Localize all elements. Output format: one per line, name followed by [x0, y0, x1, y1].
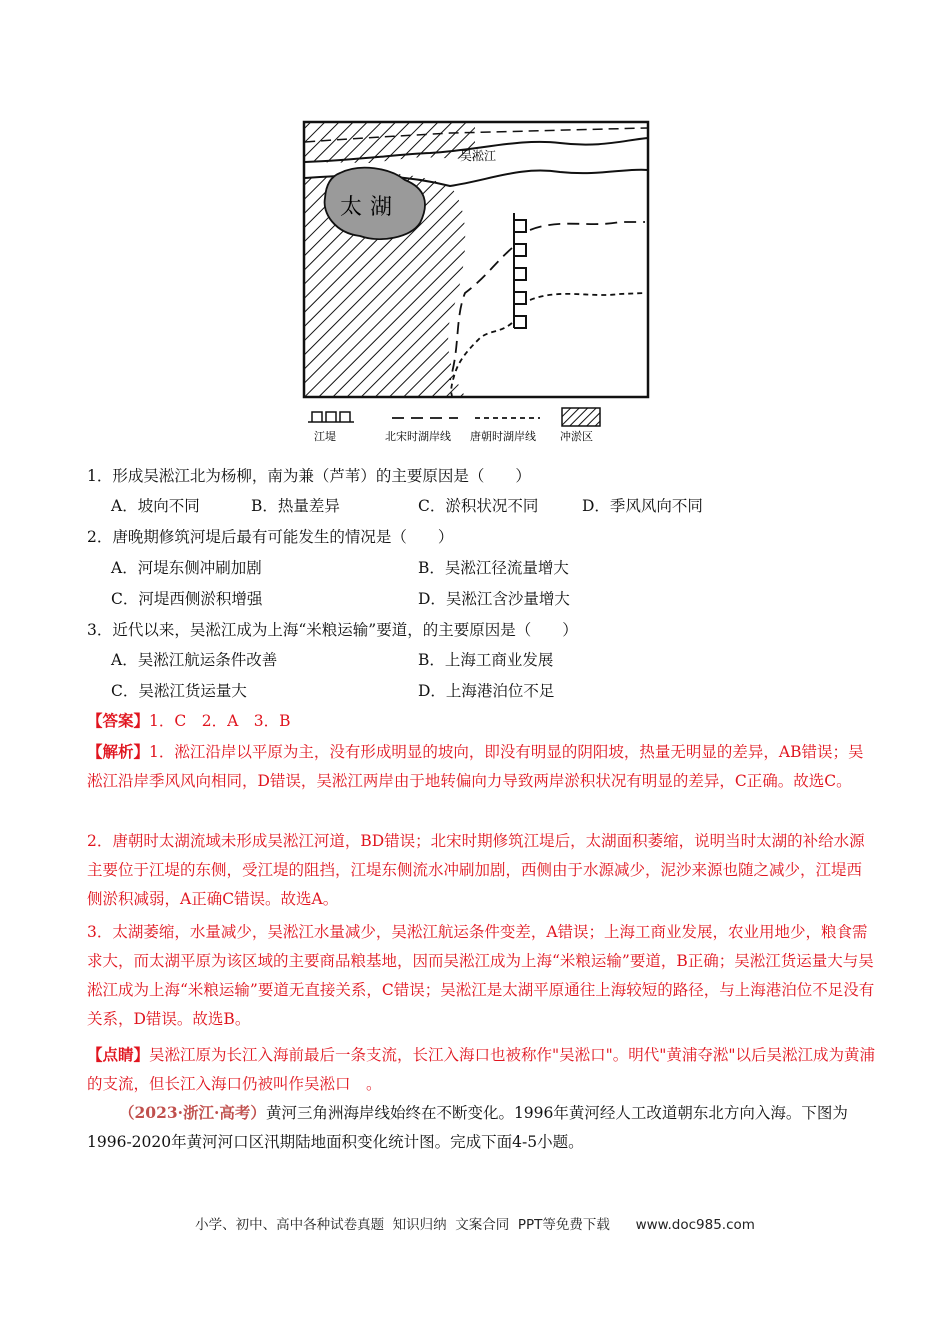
question-1-stem: 1．形成吴淞江北为杨柳，南为兼（芦苇）的主要原因是（ ） [87, 467, 531, 485]
next-question-intro [87, 1098, 877, 1157]
legend [308, 408, 600, 443]
analysis-tag: 【解析】 [87, 742, 150, 761]
answer-block [87, 706, 877, 736]
lake-label: 太湖 [340, 195, 401, 220]
question-2-option-a: A．河堤东侧冲刷加剧 [111, 559, 262, 577]
question-3-option-a: A．吴淞江航运条件改善 [111, 651, 278, 669]
wusong-river-map [300, 118, 662, 450]
svg-text:江堤: 江堤 [314, 430, 336, 443]
exam-source: （2023·浙江·高考） [119, 1103, 266, 1122]
question-1-option-b: B．热量差异 [251, 497, 340, 515]
comment-block [87, 1040, 877, 1099]
svg-text:唐朝时湖岸线: 唐朝时湖岸线 [470, 430, 536, 443]
analysis-paragraph-3: 3．太湖萎缩，水量减少，吴淞江水量减少，吴淞江航运条件变差，A错误；上海工商业发展，农业用地少，粮食需求大，而太湖平原为该区域的主要商品粮基地，因而吴淞江成为上海“米粮运输”要道，B正确；吴淞江货运量大与吴淞江成为上海“米粮运输”要道无直接关系，C错误；吴淞江是太湖平原通往上海较短的路径，与上海港泊位不足没有关系，D错误。故选B。 [87, 923, 875, 1028]
analysis-paragraph-1 [87, 737, 877, 796]
answer-text: 1．C 2．A 3．B [149, 712, 291, 730]
question-3-stem: 3．近代以来，吴淞江成为上海“米粮运输”要道，的主要原因是（ ） [87, 621, 578, 639]
analysis-text-1: 1．淞江沿岸以平原为主，没有形成明显的坡向，即没有明显的阴阳坡，热量无明显的差异，AB错误；吴淞江沿岸季风风向相同，D错误，吴淞江两岸由于地转偏向力导致两岸淤积状况有明显的差异，C正确。故选C。 [87, 743, 864, 790]
question-2-stem: 2．唐晚期修筑河堤后最有可能发生的情况是（ ） [87, 528, 454, 546]
svg-text:北宋时湖岸线: 北宋时湖岸线 [385, 430, 451, 443]
question-1-option-d: D．季风风向不同 [582, 497, 703, 515]
hatched-box-icon [562, 408, 600, 426]
analysis-paragraph-2: 2．唐朝时太湖流域未形成吴淞江河道，BD错误；北宋时期修筑江堤后，太湖面积萎缩，说明当时太湖的补给水源主要位于江堤的东侧，受江堤的阻挡，江堤东侧流水冲刷加剧，西侧由于水源减少，泥沙来源也随之减少，江堤西侧淤积减弱，A正确C错误。故选A。 [87, 832, 865, 908]
river-label: 吴淞江 [460, 149, 497, 163]
question-2-option-c: C．河堤西侧淤积增强 [111, 590, 263, 608]
answer-tag: 【答案】 [87, 711, 150, 730]
question-2-option-d: D．吴淞江含沙量增大 [418, 590, 570, 608]
svg-text:冲淤区: 冲淤区 [560, 430, 593, 443]
question-1-option-c: C．淤积状况不同 [418, 497, 539, 515]
question-3-option-d: D．上海港泊位不足 [418, 682, 555, 700]
question-2-option-b: B．吴淞江径流量增大 [418, 559, 569, 577]
intro-text: 黄河三角洲海岸线始终在不断变化。1996年黄河经人工改道朝东北方向入海。下图为1996-2020年黄河河口区汛期陆地面积变化统计图。完成下面4-5小题。 [87, 1104, 848, 1151]
deposition-area [305, 123, 475, 163]
dike-icon [308, 412, 354, 422]
comment-tag: 【点睛】 [87, 1045, 150, 1064]
question-3-option-b: B．上海工商业发展 [418, 651, 554, 669]
question-3-option-c: C．吴淞江货运量大 [111, 682, 247, 700]
question-1-option-a: A．坡向不同 [111, 497, 200, 515]
page-footer: 小学、初中、高中各种试卷真题 知识归纳 文案合同 PPT等免费下载 www.doc985.com [195, 1217, 755, 1233]
comment-text: 吴淞江原为长江入海前最后一条支流，长江入海口也被称作"吴淞口"。明代"黄浦夺淞"以后吴淞江成为黄浦的支流，但长江入海口仍被叫作吴淞口 。 [87, 1046, 876, 1093]
